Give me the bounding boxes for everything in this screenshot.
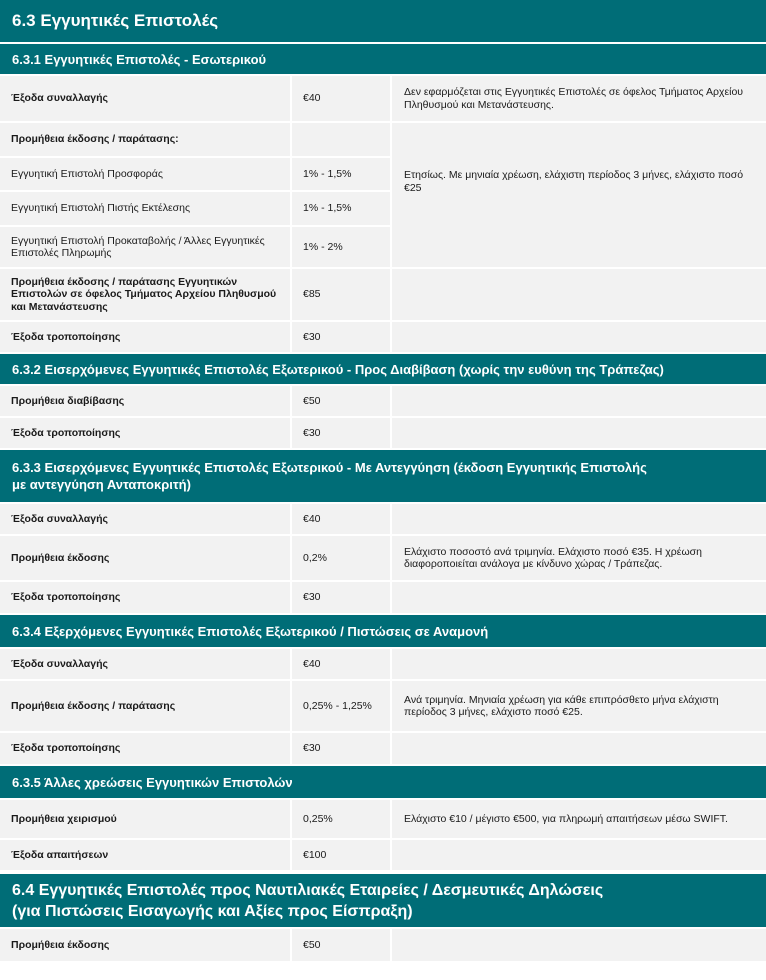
fee-label: Προμήθεια χειρισμού [0,800,292,840]
subsection-header-6-3-4 [0,615,766,649]
fee-table-6-4 [0,929,766,963]
fee-value: 0,2% [292,536,392,582]
fee-note: Δεν εφαρμόζεται στις Εγγυητικές Επιστολές σε όφελος Τμήματος Αρχείου Πληθυσμού και Μετανάστευσης. [392,76,766,123]
fee-note-empty [392,582,766,615]
fee-table-6-3-1 [0,76,766,354]
section-title: 6.3 Εγγυητικές Επιστολές [12,11,219,30]
fee-label: Προμήθεια έκδοσης [0,536,292,582]
fee-label: Προμήθεια έκδοσης / παράτασης: [0,123,292,158]
fee-value: 1% - 1,5% [292,158,392,192]
fee-label: Εγγυητική Επιστολή Πιστής Εκτέλεσης [0,192,292,227]
fee-value: 0,25% - 1,25% [292,681,392,733]
subsection-title: 6.3.5 Άλλες χρεώσεις Εγγυητικών Επιστολών [12,774,293,790]
fee-note: Ελάχιστο €10 / μέγιστο €500, για πληρωμή απαιτήσεων μέσω SWIFT. [392,800,766,840]
fee-value: €85 [292,269,392,322]
fee-label: Έξοδα συναλλαγής [0,649,292,681]
fee-note-empty [392,649,766,681]
fee-label: Έξοδα τροποποίησης [0,322,292,354]
fee-value-empty [292,123,392,158]
fee-label: Έξοδα απαιτήσεων [0,840,292,872]
fee-label: Έξοδα τροποποίησης [0,582,292,615]
fee-table-6-3-4 [0,649,766,766]
fee-label: Έξοδα συναλλαγής [0,504,292,536]
section-header-6-3 [0,0,766,44]
subsection-title: 6.3.1 Εγγυητικές Επιστολές - Εσωτερικού [12,51,267,67]
section-header-6-4 [0,872,766,929]
fee-note-empty [392,322,766,354]
fee-label: Προμήθεια έκδοσης [0,929,292,963]
fee-label: Έξοδα συναλλαγής [0,76,292,123]
fee-note-empty [392,386,766,418]
fee-value: €40 [292,76,392,123]
fee-label: Προμήθεια έκδοσης / παράτασης [0,681,292,733]
fee-table-6-3-5 [0,800,766,872]
subsection-title-line2: με αντεγγύηση Ανταποκριτή) [12,477,191,492]
section-title-line1: 6.4 Εγγυητικές Επιστολές προς Ναυτιλιακές Εταιρείες / Δεσμευτικές Δηλώσεις [12,881,604,899]
subsection-title: 6.3.4 Εξερχόμενες Εγγυητικές Επιστολές Εξωτερικού / Πιστώσεις σε Αναμονή [12,623,489,639]
fee-label: Έξοδα τροποποίησης [0,733,292,766]
section-title-line2: (για Πιστώσεις Εισαγωγής και Αξίες προς Είσπραξη) [12,902,413,920]
fee-label: Προμήθεια διαβίβασης [0,386,292,418]
fee-value: 0,25% [292,800,392,840]
fee-note: Ετησίως. Με μηνιαία χρέωση, ελάχιστη περίοδος 3 μήνες, ελάχιστο ποσό €25 [392,123,766,269]
fee-note: Ανά τριμηνία. Μηνιαία χρέωση για κάθε επιπρόσθετο μήνα ελάχιστη περίοδος 3 μήνες, ελάχιστο ποσό €25. [392,681,766,733]
fee-label: Εγγυητική Επιστολή Προκαταβολής / Άλλες Εγγυητικές Επιστολές Πληρωμής [0,227,292,269]
fee-value: €30 [292,418,392,450]
fee-value: €40 [292,504,392,536]
fee-note-empty [392,929,766,963]
subsection-header-6-3-3 [0,450,766,504]
fee-table-6-3-3 [0,504,766,615]
subsection-header-6-3-5 [0,766,766,800]
fee-label: Έξοδα τροποποίησης [0,418,292,450]
subsection-header-6-3-1 [0,44,766,76]
subsection-header-6-3-2 [0,354,766,386]
fee-value: €40 [292,649,392,681]
fee-value: €50 [292,386,392,418]
fee-table-6-3-2 [0,386,766,450]
fee-value: €100 [292,840,392,872]
fee-label: Εγγυητική Επιστολή Προσφοράς [0,158,292,192]
fee-value: €30 [292,322,392,354]
fee-note-empty [392,840,766,872]
fee-value: €30 [292,582,392,615]
fee-value: €50 [292,929,392,963]
fee-value: 1% - 2% [292,227,392,269]
fee-label: Προμήθεια έκδοσης / παράτασης Εγγυητικών Επιστολών σε όφελος Τμήματος Αρχείου Πληθυσμού και Μετανάστευσης [0,269,292,322]
fee-note-empty [392,504,766,536]
fee-note-empty [392,733,766,766]
subsection-title-line1: 6.3.3 Εισερχόμενες Εγγυητικές Επιστολές Εξωτερικού - Με Αντεγγύηση (έκδοση Εγγυητικής Επιστολής [12,460,647,475]
fee-value: 1% - 1,5% [292,192,392,227]
fee-note-empty [392,269,766,322]
fee-note-empty [392,418,766,450]
subsection-title: 6.3.2 Εισερχόμενες Εγγυητικές Επιστολές Εξωτερικού - Προς Διαβίβαση (χωρίς την ευθύνη της Τράπεζας) [12,361,664,377]
fee-value: €30 [292,733,392,766]
fee-note: Ελάχιστο ποσοστό ανά τριμηνία. Ελάχιστο ποσό €35. Η χρέωση διαφοροποιείται ανάλογα με κίνδυνο χώρας / Τράπεζας. [392,536,766,582]
